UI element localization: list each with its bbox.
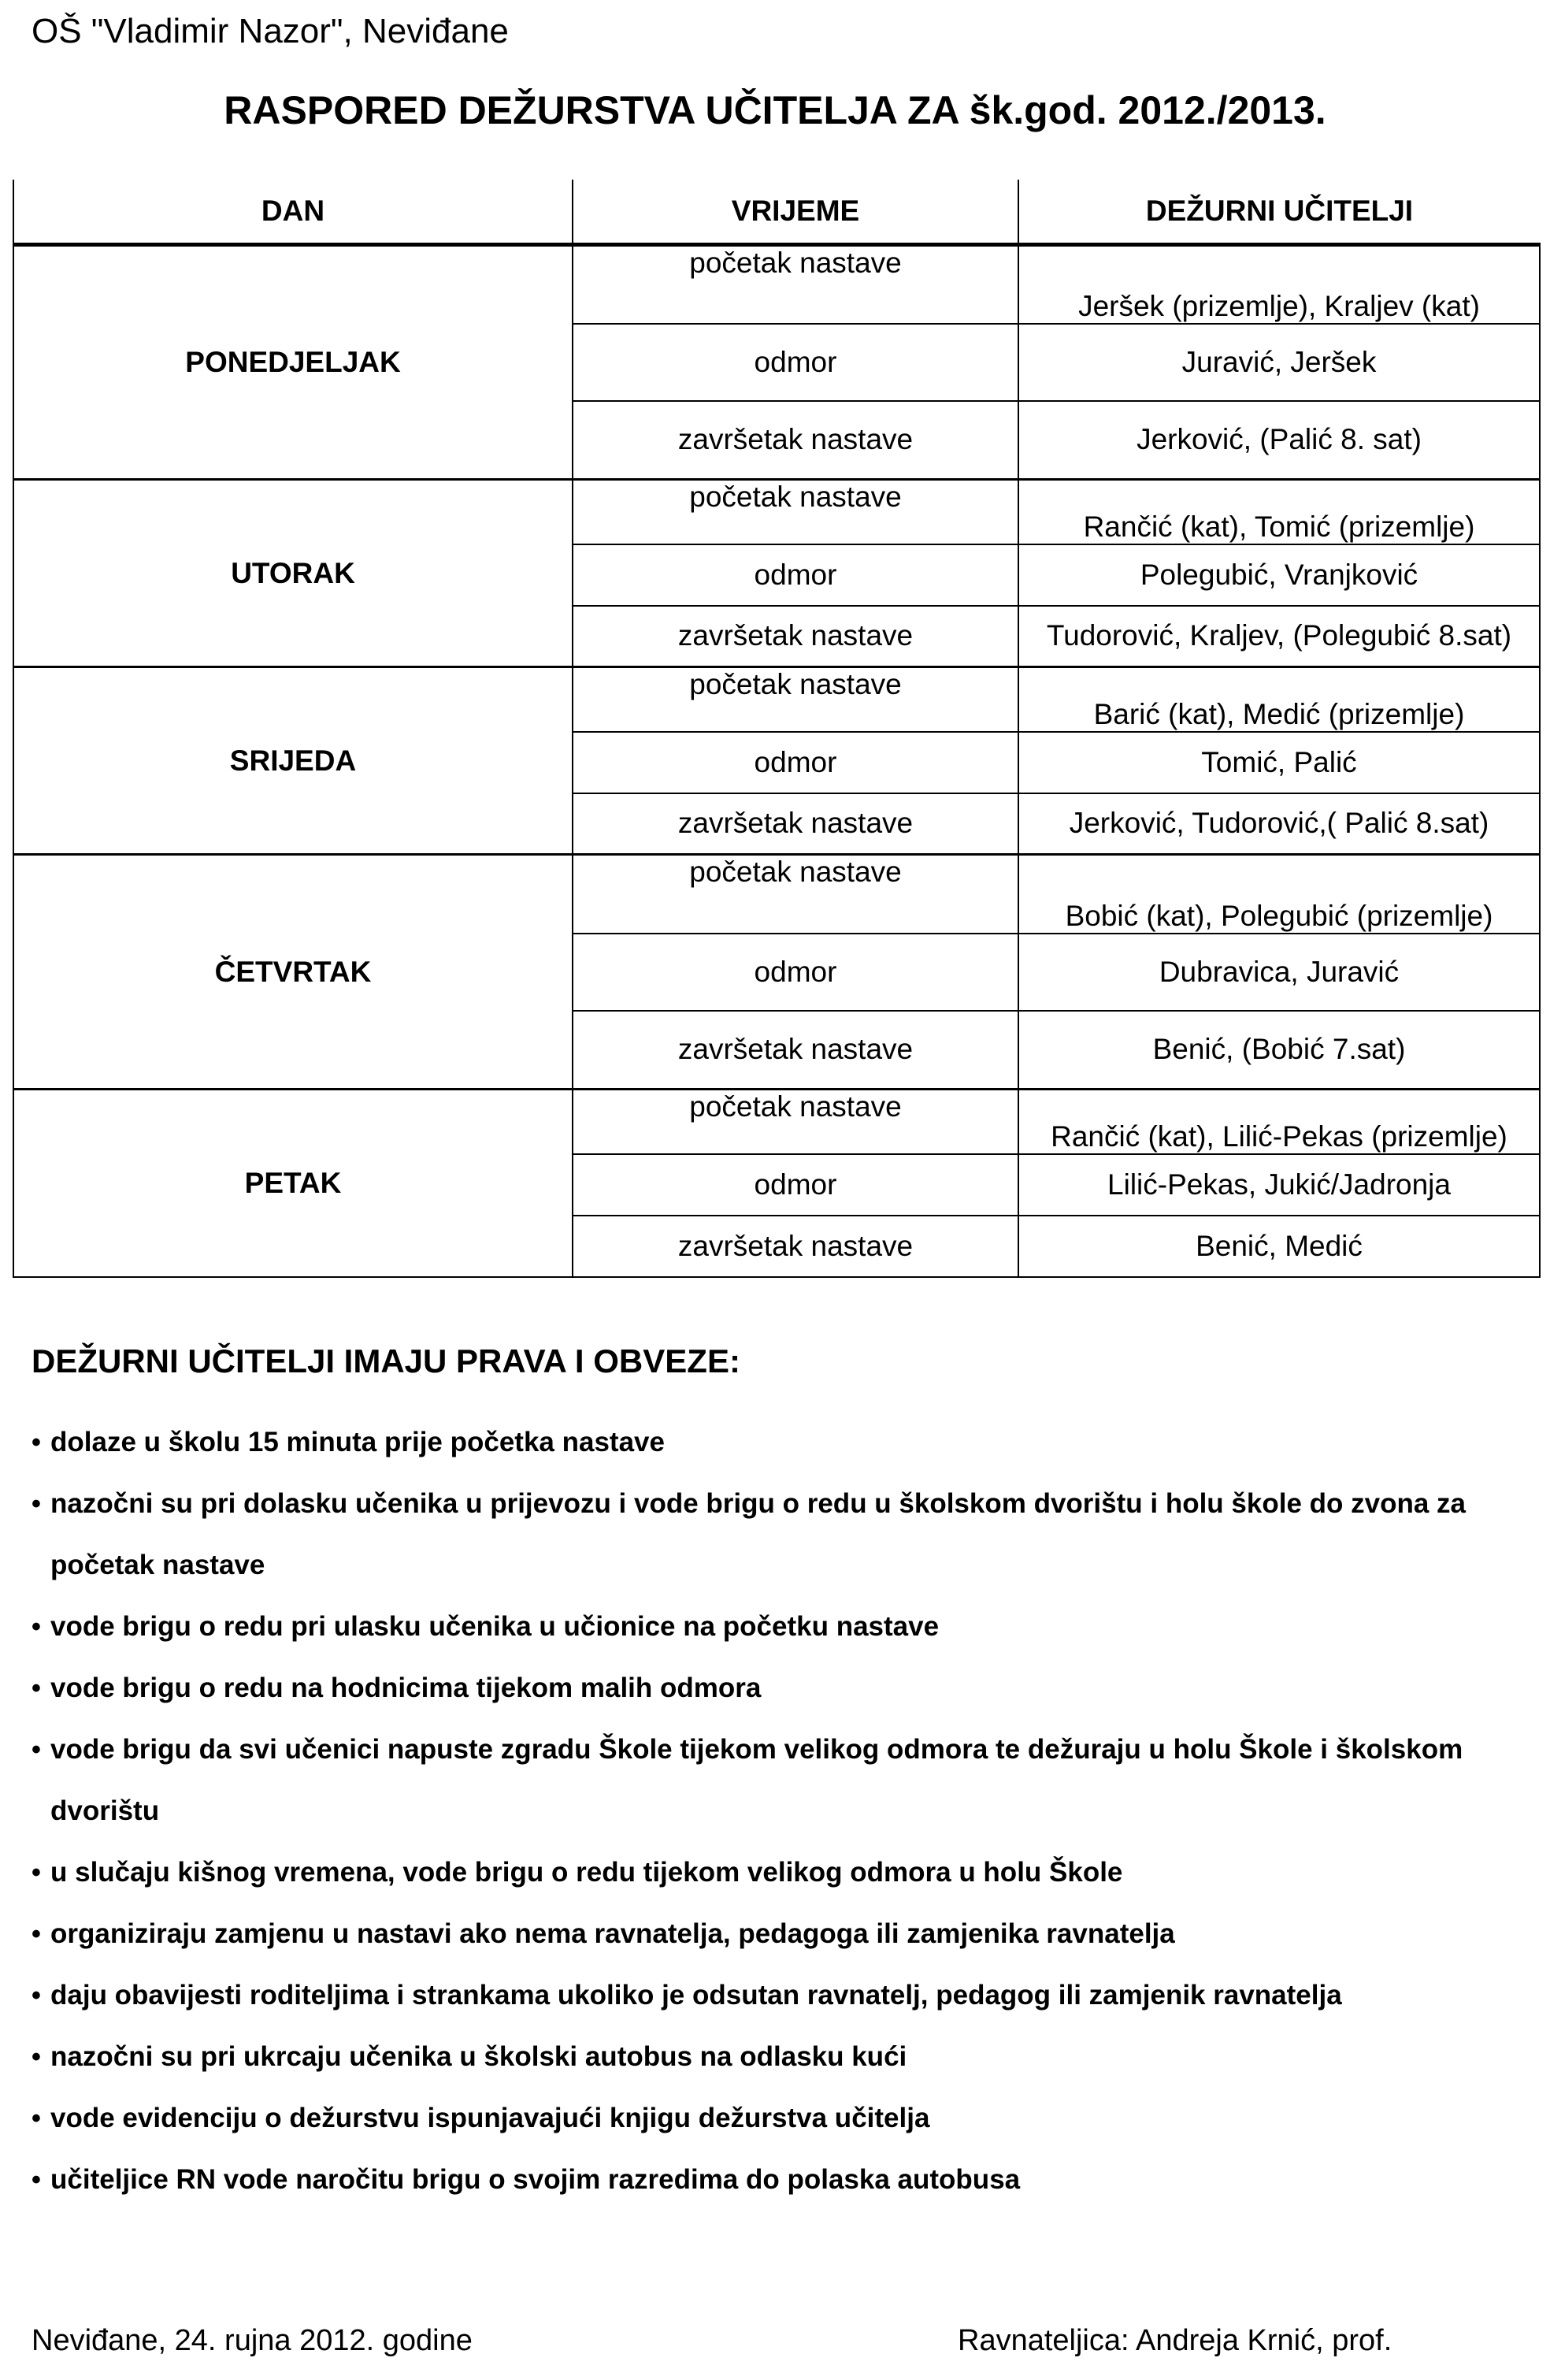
duties-list: [32, 1412, 1520, 2211]
duty-schedule-table: [13, 180, 1541, 1278]
teachers-cell: Rančić (kat), Tomić (prizemlje): [1018, 480, 1540, 544]
header-day: DAN: [13, 180, 573, 245]
duty-item: [32, 1842, 1520, 1903]
time-cell: odmor: [573, 934, 1018, 1011]
teachers-cell: Dubravica, Juravić: [1018, 934, 1540, 1011]
duty-item: [32, 1412, 1520, 1473]
bullet-icon: •: [32, 1735, 41, 1765]
page-title: RASPORED DEŽURSTVA UČITELJA ZA šk.god. 2012./2013.: [224, 88, 1326, 132]
table-row: [13, 667, 1540, 732]
bullet-icon: •: [32, 2042, 41, 2072]
time-cell: odmor: [573, 1154, 1018, 1216]
teachers-cell: Benić, Medić: [1018, 1216, 1540, 1277]
duty-item: [32, 1658, 1520, 1719]
time-cell: završetak nastave: [573, 606, 1018, 667]
footer-principal: Ravnateljica: Andreja Krnić, prof.: [958, 2324, 1392, 2357]
duty-text: nazočni su pri ukrcaju učenika u školski autobus na odlasku kući: [50, 2041, 907, 2072]
duty-text: dolaze u školu 15 minuta prije početka nastave: [50, 1427, 665, 1457]
table-row: [13, 855, 1540, 934]
school-name: OŠ "Vladimir Nazor", Neviđane: [32, 12, 509, 50]
bullet-icon: •: [32, 1673, 41, 1703]
table-row: [13, 245, 1540, 324]
time-cell: odmor: [573, 732, 1018, 793]
teachers-cell: Jerković, (Palić 8. sat): [1018, 401, 1540, 480]
duty-item: [32, 1596, 1520, 1658]
teachers-cell: Benić, (Bobić 7.sat): [1018, 1011, 1540, 1090]
time-cell: početak nastave: [573, 855, 1018, 934]
teachers-cell: Barić (kat), Medić (prizemlje): [1018, 667, 1540, 732]
day-cell: ČETVRTAK: [13, 855, 573, 1090]
time-cell: završetak nastave: [573, 1216, 1018, 1277]
day-cell: PONEDJELJAK: [13, 245, 573, 480]
day-cell: PETAK: [13, 1090, 573, 1277]
duty-text: daju obavijesti roditeljima i strankama ukoliko je odsutan ravnatelj, pedagog ili zamjenik ravnatelja: [50, 1980, 1342, 2011]
bullet-icon: •: [32, 1612, 41, 1642]
bullet-icon: •: [32, 1981, 41, 2011]
day-cell: UTORAK: [13, 480, 573, 667]
duty-text: vode brigu o redu na hodnicima tijekom malih odmora: [50, 1673, 762, 1703]
duty-item: [32, 2088, 1520, 2149]
time-cell: odmor: [573, 324, 1018, 401]
bullet-icon: •: [32, 2103, 41, 2133]
teachers-cell: Rančić (kat), Lilić-Pekas (prizemlje): [1018, 1090, 1540, 1154]
duty-item: [32, 1473, 1520, 1596]
teachers-cell: Lilić-Pekas, Jukić/Jadronja: [1018, 1154, 1540, 1216]
bullet-icon: •: [32, 1489, 41, 1519]
table-header-row: [13, 180, 1540, 245]
time-cell: početak nastave: [573, 480, 1018, 544]
time-cell: završetak nastave: [573, 401, 1018, 480]
footer-place-date: Neviđane, 24. rujna 2012. godine: [32, 2324, 473, 2357]
time-cell: završetak nastave: [573, 793, 1018, 855]
teachers-cell: Tudorović, Kraljev, (Polegubić 8.sat): [1018, 606, 1540, 667]
header-time: VRIJEME: [573, 180, 1018, 245]
teachers-cell: Polegubić, Vranjković: [1018, 544, 1540, 606]
time-cell: početak nastave: [573, 1090, 1018, 1154]
teachers-cell: Juravić, Jeršek: [1018, 324, 1540, 401]
duty-item: [32, 1719, 1520, 1842]
table-row: [13, 1090, 1540, 1154]
bullet-icon: •: [32, 1919, 41, 1949]
teachers-cell: Jerković, Tudorović,( Palić 8.sat): [1018, 793, 1540, 855]
duty-text: organiziraju zamjenu u nastavi ako nema ravnatelja, pedagoga ili zamjenika ravnatelja: [50, 1918, 1175, 1949]
duty-item: [32, 2026, 1520, 2088]
duty-item: [32, 2149, 1520, 2211]
duty-text: nazočni su pri dolasku učenika u prijevozu i vode brigu o redu u školskom dvorištu i holu škole do zvona za početak nastave: [50, 1488, 1466, 1580]
duties-heading: DEŽURNI UČITELJI IMAJU PRAVA I OBVEZE:: [32, 1342, 740, 1379]
duty-text: vode brigu da svi učenici napuste zgradu Škole tijekom velikog odmora te dežuraju u holu Škole i školskom dvorištu: [50, 1734, 1463, 1826]
time-cell: početak nastave: [573, 667, 1018, 732]
duty-text: vode evidenciju o dežurstvu ispunjavajući knjigu dežurstva učitelja: [50, 2103, 930, 2133]
duty-text: u slučaju kišnog vremena, vode brigu o redu tijekom velikog odmora u holu Škole: [50, 1857, 1123, 1888]
bullet-icon: •: [32, 1428, 41, 1457]
teachers-cell: Tomić, Palić: [1018, 732, 1540, 793]
bullet-icon: •: [32, 1858, 41, 1888]
time-cell: završetak nastave: [573, 1011, 1018, 1090]
time-cell: odmor: [573, 544, 1018, 606]
teachers-cell: Bobić (kat), Polegubić (prizemlje): [1018, 855, 1540, 934]
day-cell: SRIJEDA: [13, 667, 573, 855]
duty-item: [32, 1965, 1520, 2026]
teachers-cell: Jeršek (prizemlje), Kraljev (kat): [1018, 245, 1540, 324]
table-row: [13, 480, 1540, 544]
bullet-icon: •: [32, 2165, 41, 2195]
duty-item: [32, 1903, 1520, 1965]
header-teachers: DEŽURNI UČITELJI: [1018, 180, 1540, 245]
duty-text: vode brigu o redu pri ulasku učenika u učionice na početku nastave: [50, 1611, 940, 1642]
duty-text: učiteljice RN vode naročitu brigu o svojim razredima do polaska autobusa: [50, 2164, 1021, 2195]
time-cell: početak nastave: [573, 245, 1018, 324]
